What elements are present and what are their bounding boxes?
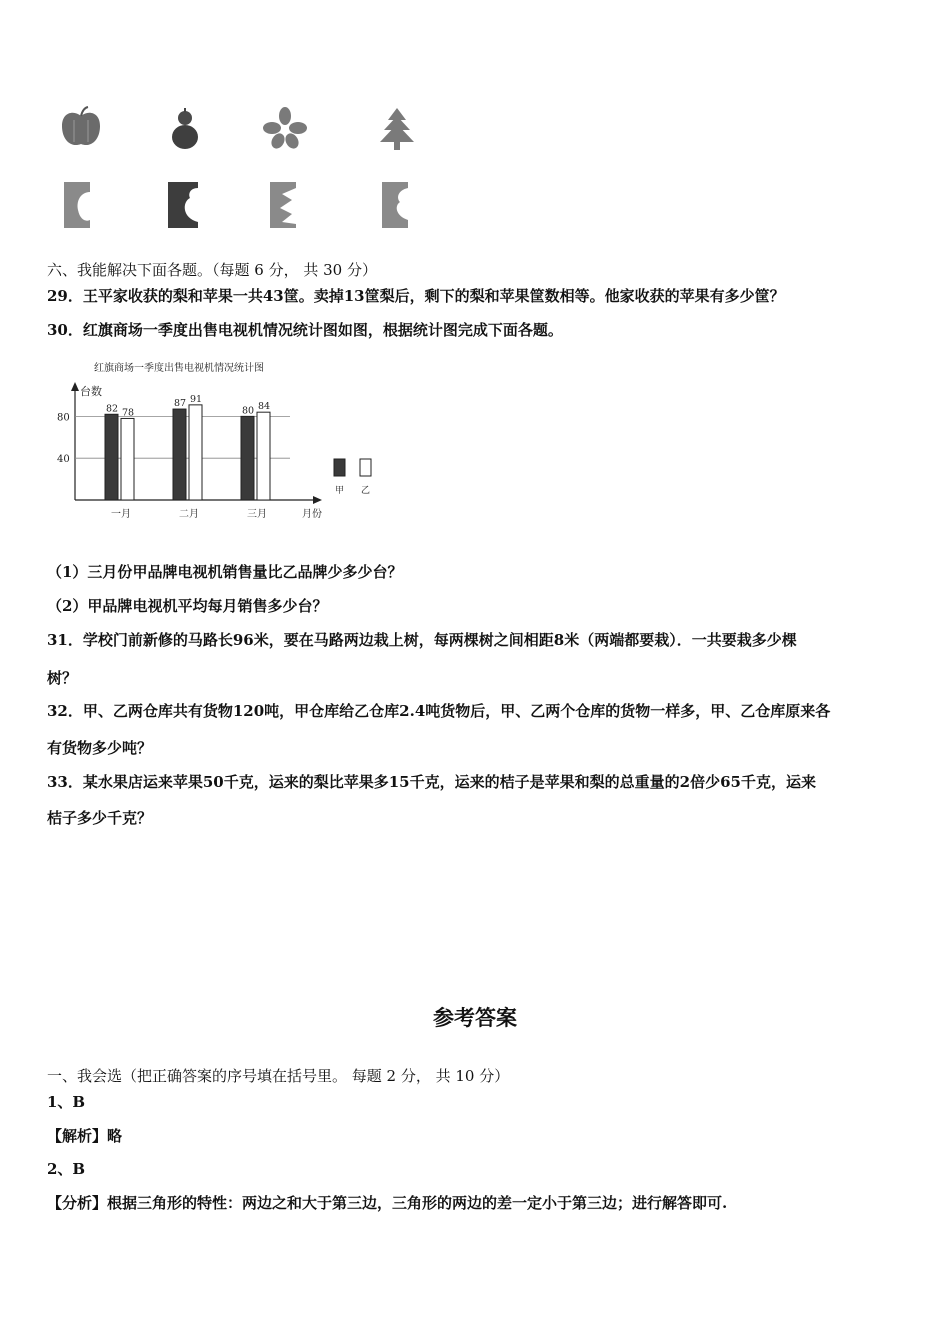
x-tick-label: 一月 <box>111 509 131 520</box>
legend-swatch-甲 <box>334 459 345 476</box>
question-33-line-1: 33．某水果店运来苹果50千克，运来的梨比苹果多15千克，运来的桔子是苹果和梨的总重量的2倍少65千克，运来 <box>47 773 816 791</box>
question-32-line-2: 有货物多少吨？ <box>47 739 153 757</box>
chart-title: 红旗商场一季度出售电视机情况统计图 <box>94 363 264 374</box>
gourd-cutout-icon <box>160 104 210 154</box>
answers-section-heading: 一、我会选（把正确答案的序号填在括号里。 每题 2 分， 共 10 分） <box>47 1067 510 1085</box>
legend-label: 甲 <box>335 486 345 496</box>
question-31-line-1: 31．学校门前新修的马路长96米，要在马路两边栽上树，每两棵树之间相距8米（两端都要栽）．一共要栽多少棵 <box>47 631 797 649</box>
section-heading: 六、我能解决下面各题。（每题 6 分， 共 30 分） <box>47 261 377 279</box>
bar-甲 <box>173 409 186 500</box>
y-tick-label: 80 <box>57 412 70 424</box>
x-axis-label: 月份 <box>302 509 322 520</box>
answer-1: 1、B <box>47 1093 86 1111</box>
x-tick-label: 二月 <box>179 509 199 520</box>
answer-2: 2、B <box>47 1160 86 1178</box>
answer-1-note: 【解析】略 <box>47 1127 123 1145</box>
y-axis-label: 台数 <box>80 385 102 398</box>
bar-乙 <box>257 412 270 500</box>
tree-cutout-icon <box>372 104 422 154</box>
question-32-line-1: 32．甲、乙两仓库共有货物120吨，甲仓库给乙仓库2.4吨货物后，甲、乙两个仓库的货物一样多，甲、乙仓库原来各 <box>47 702 831 720</box>
legend-swatch-乙 <box>360 459 371 476</box>
y-tick-label: 40 <box>57 454 70 466</box>
bar-value-label: 82 <box>106 403 119 415</box>
bar-value-label: 84 <box>258 401 271 413</box>
answer-2-note: 【分析】根据三角形的特性：两边之和大于第三边，三角形的两边的差一定小于第三边；进行解答即可. <box>47 1194 728 1212</box>
answers-title: 参考答案 <box>433 1006 517 1030</box>
bar-乙 <box>121 418 134 500</box>
question-30-part-1: （1）三月份甲品牌电视机销售量比乙品牌少多少台？ <box>47 563 403 581</box>
bar-甲 <box>105 414 118 500</box>
half-tree-fold-icon <box>372 180 422 230</box>
tv-sales-bar-chart <box>50 355 371 535</box>
bar-甲 <box>241 416 254 500</box>
bar-乙 <box>189 405 202 500</box>
x-axis-arrow <box>313 496 322 504</box>
y-axis-arrow <box>71 382 79 391</box>
x-tick-label: 三月 <box>247 509 267 520</box>
flower-cutout-icon <box>260 104 310 154</box>
question-33-line-2: 桔子多少千克？ <box>47 809 153 827</box>
half-flower-fold-icon <box>260 180 310 230</box>
question-29: 29．王平家收获的梨和苹果一共43筐。卖掉13筐梨后，剩下的梨和苹果筐数相等。他家收获的苹果有多少筐？ <box>47 287 785 305</box>
bar-value-label: 87 <box>174 398 187 410</box>
question-30-part-2: （2）甲品牌电视机平均每月销售多少台？ <box>47 597 328 615</box>
apple-cutout-icon <box>56 104 106 154</box>
half-gourd-fold-icon <box>160 180 210 230</box>
question-30: 30．红旗商场一季度出售电视机情况统计图如图，根据统计图完成下面各题。 <box>47 321 563 339</box>
question-31-line-2: 树？ <box>47 669 78 687</box>
bar-value-label: 78 <box>122 407 135 419</box>
legend-label: 乙 <box>361 486 371 496</box>
bar-value-label: 91 <box>190 393 203 405</box>
bar-value-label: 80 <box>242 405 255 417</box>
half-apple-fold-icon <box>56 180 106 230</box>
